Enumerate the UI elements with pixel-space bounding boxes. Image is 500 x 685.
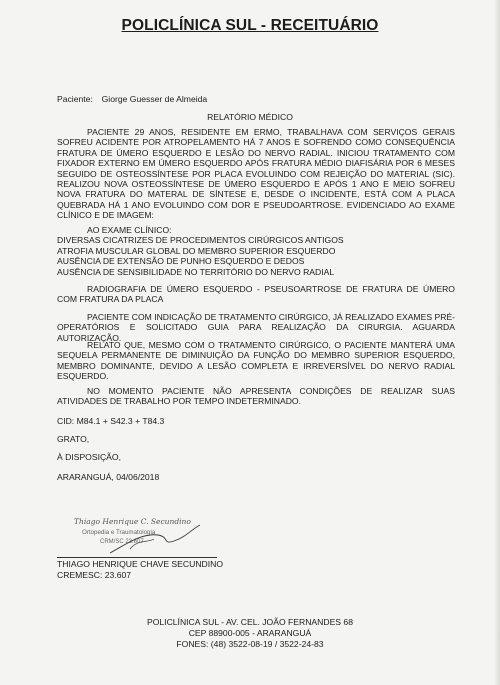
signature-line — [57, 557, 217, 558]
patient-line — [57, 94, 207, 104]
radiography-paragraph — [57, 284, 455, 305]
conclusion-paragraph — [57, 386, 455, 407]
exam-section — [57, 225, 455, 277]
history-paragraph — [57, 127, 455, 221]
stamp-specialty: Ortopedia e Traumatologia — [82, 529, 156, 536]
page-title: POLICLÍNICA SUL - RECEITUÁRIO — [121, 17, 379, 34]
indication-text: PACIENTE COM INDICAÇÃO DE TRATAMENTO CIRÚRGICO, JÁ REALIZADO EXAMES PRÉ-OPERATÓRIOS E SOLICITADO GUIA PARA REALIZAÇÃO DA CIRURGIA. AGUARDA AUTORIZAÇÃO. — [57, 312, 455, 343]
closing-availability: À DISPOSIÇÃO, — [57, 452, 121, 462]
report-title: RELATÓRIO MÉDICO — [207, 112, 293, 122]
scan-edge-shadow — [494, 0, 500, 685]
patient-label: Paciente: — [57, 94, 93, 104]
stamp-crm: CRM/SC 23.607 — [100, 539, 144, 545]
footer-phones: FONES: (48) 3522-08-19 / 3522-24-83 — [176, 639, 324, 649]
doctor-name: THIAGO HENRIQUE CHAVE SECUNDINO — [57, 559, 224, 569]
stamp-name: Thiago Henrique C. Secundino — [74, 517, 191, 526]
prognosis-text: RELATO QUE, MESMO COM O TRATAMENTO CIRÚRGICO, O PACIENTE MANTERÁ UMA SEQUELA PERMANENTE DE DIMINUIÇÃO DA FUNÇÃO DO MEMBRO SUPERIOR ESQUERDO, MEMBRO DOMINANTE, DEVIDO A LESÃO COMPLETA E IRREVERSÍVEL DO NERVO RADIAL ESQUERDO. — [57, 340, 455, 382]
exam-finding: AUSÊNCIA DE SENSIBILIDADE NO TERRITÓRIO DO NERVO RADIAL — [57, 266, 335, 277]
exam-finding: AUSÊNCIA DE EXTENSÃO DE PUNHO ESQUERDO E DEDOS — [57, 256, 305, 267]
doctor-registration: CREMESC: 23.607 — [57, 570, 132, 580]
radiography-text: RADIOGRAFIA DE ÚMERO ESQUERDO - PSEUSOARTROSE DE FRATURA DE ÚMERO COM FRATURA DA PLACA — [57, 284, 455, 305]
signature-stamp — [70, 513, 220, 555]
cid-codes: CID: M84.1 + S42.3 + T84.3 — [57, 416, 165, 426]
closing-thanks: GRATO, — [57, 434, 90, 444]
prognosis-paragraph — [57, 340, 455, 382]
footer-cep: CEP 88900-005 - ARARANGUÁ — [188, 628, 312, 638]
footer-address: POLICLÍNICA SUL - AV. CEL. JOÃO FERNANDES 68 — [146, 617, 353, 627]
place-and-date: ARARANGUÁ, 04/06/2018 — [57, 472, 160, 482]
history-text: PACIENTE 29 ANOS, RESIDENTE EM ERMO, TRABALHAVA COM SERVIÇOS GERAIS SOFREU ACIDENTE POR ATROPELAMENTO HÁ 7 ANOS E SOFRENDO COMO CONSEQUÊNCIA FRATURA DE ÚMERO ESQUERDO E LESÃO DO NERVO RADIAL. INICIOU TRATAMENTO COM FIXADOR EXTERNO EM ÚMERO ESQUERDO APÓS FRATURA MÉDIO DIAFISÁRIA POR 6 MESES SEGUIDO DE OSTEOSSÍNTESE POR PLACA EVOLUINDO COM REJEIÇÃO DO MATERIAL (SIC). REALIZOU NOVA OSTEOSSÍNTESE DE ÚMERO ESQUERDO E APÓS 1 ANO E MEIO SOFREU NOVA FRATURA DO MATERAL DE SÍNTESE E, DESDE O INCIDENTE, ESTÁ COM A PLACA QUEBRADA HÁ 1 ANO EVOLUINDO COM DOR E PSEUDOARTROSE. EVIDENCIADO AO EXAME CLÍNICO E DE IMAGEM: — [57, 127, 455, 221]
indication-paragraph — [57, 312, 455, 343]
conclusion-text: NO MOMENTO PACIENTE NÃO APRESENTA CONDIÇÕES DE REALIZAR SUAS ATIVIDADES DE TRABALHO POR TEMPO INDETERMINADO. — [57, 386, 455, 407]
exam-finding: ATROFIA MUSCULAR GLOBAL DO MEMBRO SUPERIOR ESQUERDO — [57, 245, 336, 256]
exam-finding: DIVERSAS CICATRIZES DE PROCEDIMENTOS CIRÚRGICOS ANTIGOS — [57, 235, 344, 246]
patient-name: Giorge Guesser de Almeida — [101, 94, 208, 104]
exam-intro: AO EXAME CLÍNICO: — [87, 225, 172, 235]
